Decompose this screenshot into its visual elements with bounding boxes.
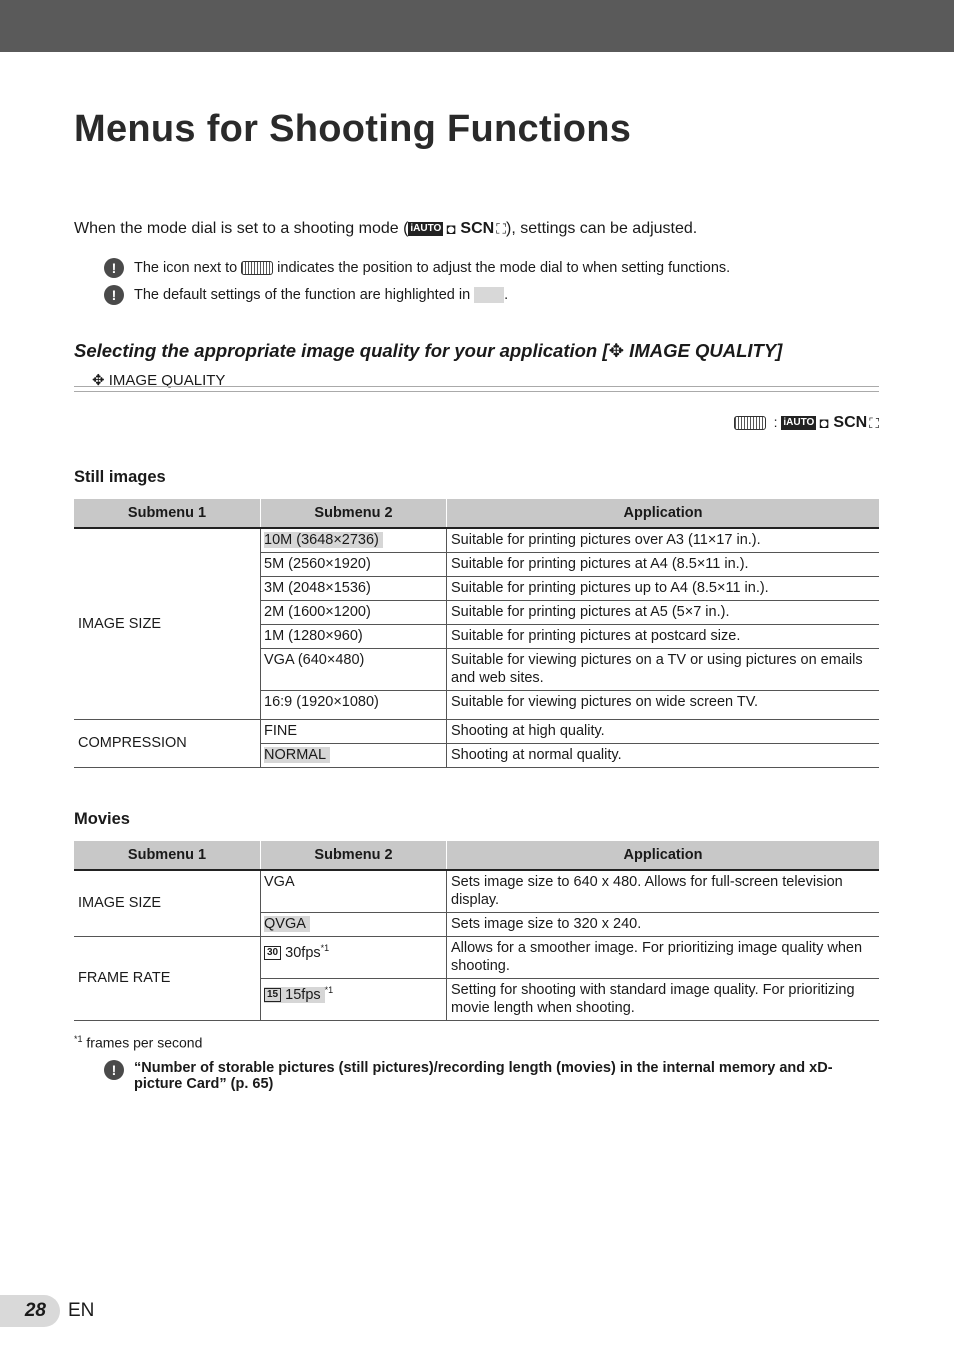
divider (74, 386, 879, 392)
page-number: 28 (0, 1295, 60, 1327)
default-option: QVGA (264, 916, 310, 932)
available-modes (730, 414, 879, 432)
submenu2-cell: 2M (1600×1200) (261, 601, 447, 625)
footnote-marker: *1 (320, 943, 330, 953)
reference-text: “Number of storable pictures (still pictures)/recording length (movies) in the internal memory and xD-picture Card” (p. 65) (134, 1060, 833, 1092)
submenu2-cell: VGA (640×480) (261, 649, 447, 691)
column-header: Application (447, 499, 880, 528)
table-row (74, 937, 879, 979)
heading-text-before: Selecting the appropriate image quality for your application [ (74, 340, 609, 361)
menu-path-label: IMAGE QUALITY (108, 372, 226, 389)
image-quality-icon: ✥ (608, 340, 625, 361)
header-bar (0, 0, 954, 52)
iauto-mode-icon: iAUTO (783, 417, 815, 429)
default-option: NORMAL (264, 747, 330, 763)
iauto-mode-icon: iAUTO (410, 223, 442, 234)
column-header: Submenu 2 (261, 841, 447, 870)
default-option (264, 987, 325, 1003)
movies-table (74, 841, 879, 1021)
application-cell: Sets image size to 640 x 480. Allows for full-screen television display. (447, 870, 880, 913)
frame-rate-label: 15fps (285, 986, 321, 1003)
submenu1-cell: IMAGE SIZE (74, 528, 261, 720)
submenu2-cell: 16:9 (1920×1080) (261, 691, 447, 720)
note-text-after: . (504, 287, 509, 303)
application-cell: Suitable for viewing pictures on wide screen TV. (447, 691, 880, 720)
movies-heading: Movies (74, 810, 130, 828)
footnote-text: frames per second (86, 1034, 203, 1051)
submenu1-cell: IMAGE SIZE (74, 870, 261, 937)
column-header: Application (447, 841, 880, 870)
still-images-heading: Still images (74, 468, 166, 486)
mode-dial-icon (241, 261, 273, 275)
caution-icon: ! (104, 1060, 124, 1080)
submenu2-cell (261, 979, 447, 1021)
footnote-marker: *1 (324, 985, 334, 995)
note-default-settings (104, 285, 508, 305)
table-row (74, 528, 879, 553)
mode-dial-icon (734, 416, 766, 430)
highlight-swatch (474, 287, 504, 303)
table-row (74, 720, 879, 744)
mode-separator: : (773, 414, 778, 430)
application-cell: Suitable for printing pictures up to A4 (8.5×11 in.). (447, 577, 880, 601)
caution-icon: ! (104, 285, 124, 305)
default-option: 10M (3648×2736) (264, 532, 383, 548)
submenu2-cell: 1M (1280×960) (261, 625, 447, 649)
footnote (74, 1034, 202, 1051)
column-header: Submenu 1 (74, 841, 261, 870)
submenu2-cell (261, 528, 447, 553)
note-mode-dial (104, 258, 730, 278)
submenu2-cell (261, 744, 447, 768)
application-cell: Allows for a smoother image. For prioritizing image quality when shooting. (447, 937, 880, 979)
image-quality-icon: ✥ (92, 372, 105, 389)
submenu2-cell (261, 937, 447, 979)
language-label: EN (68, 1300, 95, 1321)
camera-mode-icon: ◘ (446, 220, 456, 238)
still-images-table (74, 499, 879, 768)
movie-mode-icon: ⛶ (496, 220, 506, 237)
page-title: Menus for Shooting Functions (74, 108, 632, 150)
application-cell: Suitable for printing pictures at postcard size. (447, 625, 880, 649)
application-cell: Suitable for printing pictures over A3 (11×17 in.). (447, 528, 880, 553)
submenu1-cell: FRAME RATE (74, 937, 261, 1021)
frame-rate-label: 30fps (285, 944, 321, 961)
camera-mode-icon: ◘ (819, 414, 829, 432)
section-heading (74, 340, 782, 362)
application-cell: Suitable for printing pictures at A5 (5×7 in.). (447, 601, 880, 625)
submenu2-cell: 5M (2560×1920) (261, 553, 447, 577)
intro-text-before: When the mode dial is set to a shooting mode ( (74, 220, 409, 237)
submenu2-cell: 3M (2048×1536) (261, 577, 447, 601)
note-text-before: The icon next to (134, 260, 238, 276)
submenu2-cell (261, 913, 447, 937)
submenu2-cell: FINE (261, 720, 447, 744)
application-cell: Suitable for viewing pictures on a TV or using pictures on emails and web sites. (447, 649, 880, 691)
column-header: Submenu 2 (261, 499, 447, 528)
scn-mode-icon: SCN (460, 220, 495, 237)
note-text-after: indicates the position to adjust the mode dial to when setting functions. (277, 260, 731, 276)
submenu2-cell: VGA (261, 870, 447, 913)
table-row (74, 870, 879, 913)
frame-rate-15-icon: 15 (264, 988, 281, 1002)
caution-icon: ! (104, 258, 124, 278)
reference-note (104, 1060, 879, 1092)
application-cell: Shooting at high quality. (447, 720, 880, 744)
submenu1-cell: COMPRESSION (74, 720, 261, 768)
intro-text-after: ), settings can be adjusted. (506, 220, 698, 237)
movie-mode-icon: ⛶ (869, 414, 879, 431)
footnote-marker: *1 (74, 1034, 83, 1044)
application-cell: Setting for shooting with standard image quality. For prioritizing movie length when shooting. (447, 979, 880, 1021)
application-cell: Sets image size to 320 x 240. (447, 913, 880, 937)
note-text-before: The default settings of the function are highlighted in (134, 287, 471, 303)
frame-rate-30-icon: 30 (264, 946, 281, 960)
application-cell: Shooting at normal quality. (447, 744, 880, 768)
heading-text-after: IMAGE QUALITY] (624, 340, 783, 361)
intro-text (74, 220, 697, 238)
scn-mode-icon: SCN (833, 414, 868, 432)
application-cell: Suitable for printing pictures at A4 (8.5×11 in.). (447, 553, 880, 577)
column-header: Submenu 1 (74, 499, 261, 528)
